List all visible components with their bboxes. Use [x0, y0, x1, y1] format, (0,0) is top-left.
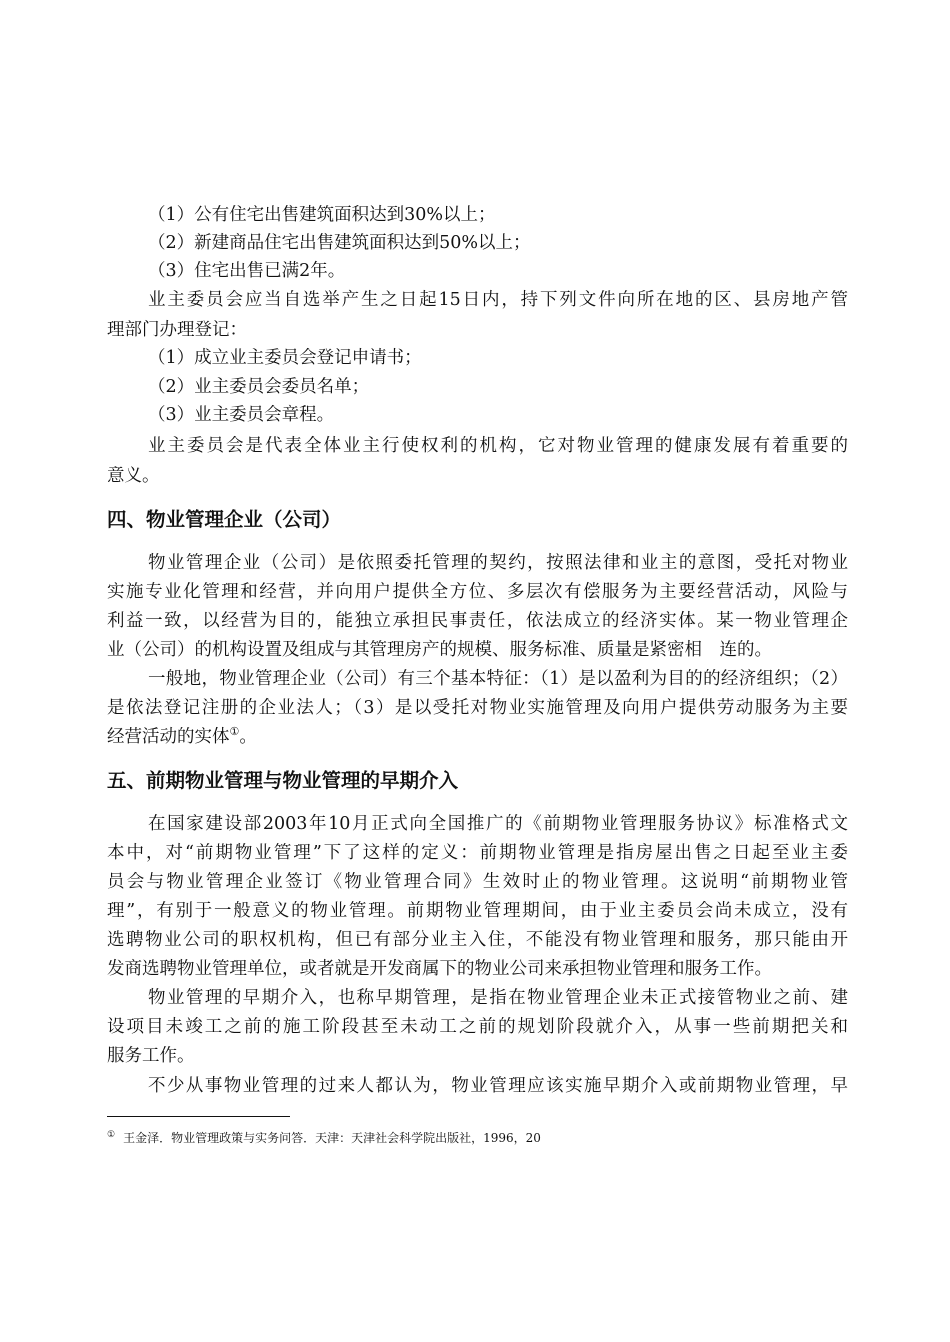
section-4-p2-line-1: 一般地，物业管理企业（公司）有三个基本特征：（1）是以盈利为目的的经济组织；（2） [148, 669, 848, 689]
section-5-p3-line-1: 不少从事物业管理的过来人都认为，物业管理应该实施早期介入或前期物业管理，早 [148, 1076, 848, 1096]
significance-paragraph-line-2: 意义。 [107, 466, 160, 486]
section-5-p1-line-5: 选聘物业公司的职权机构，但已有部分业主入住，不能没有物业管理和服务，那只能由开 [107, 930, 848, 950]
section-4-p1-line-2: 实施专业化管理和经营，并向用户提供全方位、多层次有偿服务为主要经营活动，风险与 [107, 582, 848, 602]
section-5-p1-line-2: 本中，对“前期物业管理”下了这样的定义：前期物业管理是指房屋出售之日起至业主委 [107, 843, 848, 863]
footnote-divider [107, 1116, 290, 1117]
list1-item-2: （2）新建商品住宅出售建筑面积达到50%以上； [148, 233, 531, 253]
section-4-p1-line-4: 业（公司）的机构设置及组成与其管理房产的规模、服务标准、质量是紧密相 连的。 [107, 640, 772, 660]
section-5-p1-line-6: 发商选聘物业管理单位，或者就是开发商属下的物业公司来承担物业管理和服务工作。 [107, 959, 772, 979]
section-4-p2-line-3-text: 经营活动的实体 [107, 727, 230, 747]
list2-item-1: （1）成立业主委员会登记申请书； [148, 348, 422, 368]
section-5-p2-line-2: 设项目未竣工之前的施工阶段甚至未动工之前的规划阶段就介入，从事一些前期把关和 [107, 1017, 848, 1037]
section-5-p1-line-4: 理”，有别于一般意义的物业管理。前期物业管理期间，由于业主委员会尚未成立，没有 [107, 901, 848, 921]
registration-paragraph-line-1: 业主委员会应当自选举产生之日起15日内，持下列文件向所在地的区、县房地产管 [148, 290, 848, 310]
section-5-p1-line-1: 在国家建设部2003年10月正式向全国推广的《前期物业管理服务协议》标准格式文 [148, 814, 848, 834]
section-4-p2-line-3 [107, 724, 257, 751]
list2-item-2: （2）业主委员会委员名单； [148, 377, 370, 397]
section-4-p1-line-1: 物业管理企业（公司）是依照委托管理的契约，按照法律和业主的意图，受托对物业 [148, 553, 848, 573]
footnote-reference[interactable]: ① [229, 725, 240, 739]
significance-paragraph-line-1: 业主委员会是代表全体业主行使权利的机构，它对物业管理的健康发展有着重要的 [148, 436, 848, 456]
section-5-heading: 五、前期物业管理与物业管理的早期介入 [107, 769, 459, 792]
footnote [107, 1129, 541, 1147]
footnote-text: 王金泽．物业管理政策与实务问答．天津：天津社会科学院出版社，1996，20 [123, 1131, 541, 1145]
section-4-p2-line-2: 是依法登记注册的企业法人；（3）是以受托对物业实施管理及向用户提供劳动服务为主要 [107, 698, 848, 718]
list1-item-1: （1）公有住宅出售建筑面积达到30%以上； [148, 205, 496, 225]
registration-paragraph-line-2: 理部门办理登记： [107, 320, 247, 340]
section-4-p2-line-3-end: 。 [239, 727, 257, 747]
section-4-p1-line-3: 利益一致，以经营为目的，能独立承担民事责任，依法成立的经济实体。某一物业管理企 [107, 611, 848, 631]
list1-item-3: （3）住宅出售已满2年。 [148, 261, 346, 281]
footnote-mark: ① [107, 1130, 116, 1140]
list2-item-3: （3）业主委员会章程。 [148, 405, 335, 425]
section-4-heading: 四、物业管理企业（公司） [107, 508, 342, 531]
section-5-p2-line-3: 服务工作。 [107, 1046, 195, 1066]
section-5-p1-line-3: 员会与物业管理企业签订《物业管理合同》生效时止的物业管理。这说明“前期物业管 [107, 872, 848, 892]
section-5-p2-line-1: 物业管理的早期介入，也称早期管理，是指在物业管理企业未正式接管物业之前、建 [148, 988, 848, 1008]
